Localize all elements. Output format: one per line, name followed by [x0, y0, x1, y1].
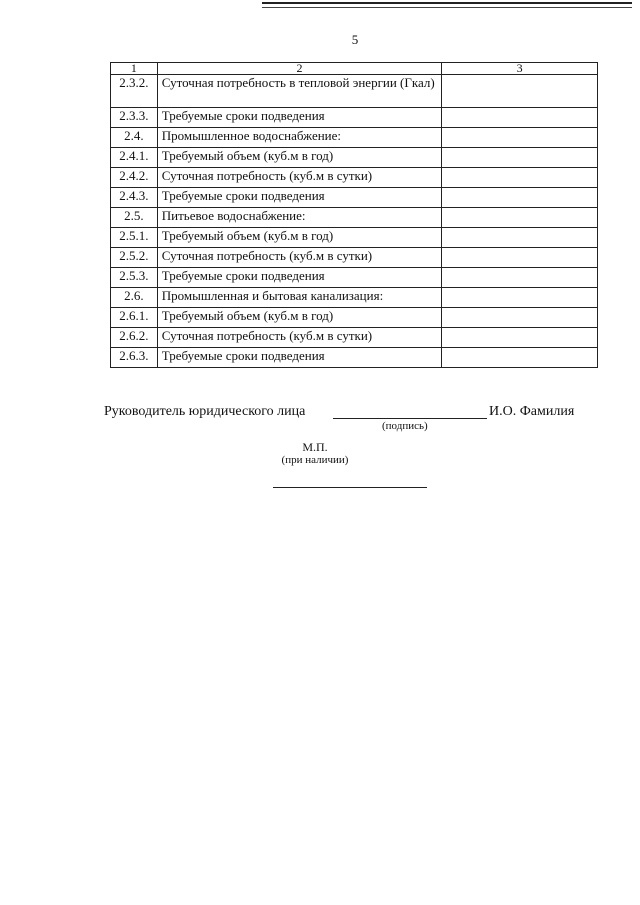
- row-number: 2.5.: [111, 208, 158, 228]
- signature-caption: (подпись): [382, 420, 428, 432]
- table-row: [111, 168, 598, 188]
- row-value-cell: [442, 108, 598, 128]
- row-number: 2.4.: [111, 128, 158, 148]
- table-row: [111, 248, 598, 268]
- top-rule-thin: [262, 7, 632, 8]
- row-value-cell: [442, 128, 598, 148]
- table-row: [111, 308, 598, 328]
- row-value-cell: [442, 148, 598, 168]
- row-number: 2.3.3.: [111, 108, 158, 128]
- signature-name: И.О. Фамилия: [489, 404, 575, 419]
- row-text: Суточная потребность в тепловой энергии (Гкал): [157, 75, 442, 108]
- row-number: 2.6.1.: [111, 308, 158, 328]
- row-number: 2.6.2.: [111, 328, 158, 348]
- bottom-rule: [273, 487, 427, 488]
- row-text: Суточная потребность (куб.м в сутки): [157, 328, 442, 348]
- table-row: [111, 228, 598, 248]
- table-row: [111, 288, 598, 308]
- stamp-label: М.П.: [302, 440, 328, 454]
- signature-blank: [333, 418, 487, 419]
- row-text: Питьевое водоснабжение:: [157, 208, 442, 228]
- row-value-cell: [442, 268, 598, 288]
- page-number: 5: [351, 32, 359, 47]
- column-header: 1: [111, 63, 158, 75]
- table-row: [111, 108, 598, 128]
- row-value-cell: [442, 208, 598, 228]
- row-value-cell: [442, 288, 598, 308]
- stamp-note: (при наличии): [281, 454, 349, 467]
- row-number: 2.5.3.: [111, 268, 158, 288]
- row-number: 2.4.2.: [111, 168, 158, 188]
- column-header: 3: [442, 63, 598, 75]
- row-text: Требуемые сроки подведения: [157, 348, 442, 368]
- table-row: [111, 208, 598, 228]
- requirements-table: [110, 62, 598, 368]
- row-number: 2.4.3.: [111, 188, 158, 208]
- row-text: Суточная потребность (куб.м в сутки): [157, 248, 442, 268]
- row-value-cell: [442, 308, 598, 328]
- row-text: Требуемый объем (куб.м в год): [157, 228, 442, 248]
- signature-label: Руководитель юридического лица: [104, 404, 306, 419]
- row-text: Требуемые сроки подведения: [157, 108, 442, 128]
- row-value-cell: [442, 75, 598, 108]
- row-value-cell: [442, 168, 598, 188]
- row-number: 2.6.3.: [111, 348, 158, 368]
- top-rule: [262, 2, 632, 4]
- stamp-block: [270, 440, 360, 468]
- row-value-cell: [442, 228, 598, 248]
- row-number: 2.5.1.: [111, 228, 158, 248]
- row-text: Промышленная и бытовая канализация:: [157, 288, 442, 308]
- row-text: Требуемые сроки подведения: [157, 188, 442, 208]
- row-value-cell: [442, 188, 598, 208]
- row-number: 2.3.2.: [111, 75, 158, 108]
- table-row: [111, 128, 598, 148]
- table-header-row: [111, 63, 598, 75]
- row-value-cell: [442, 348, 598, 368]
- column-header: 2: [157, 63, 442, 75]
- row-value-cell: [442, 328, 598, 348]
- table-row: [111, 188, 598, 208]
- row-number: 2.4.1.: [111, 148, 158, 168]
- row-text: Промышленное водоснабжение:: [157, 128, 442, 148]
- table-row: [111, 75, 598, 108]
- table-row: [111, 348, 598, 368]
- row-value-cell: [442, 248, 598, 268]
- row-text: Суточная потребность (куб.м в сутки): [157, 168, 442, 188]
- row-number: 2.6.: [111, 288, 158, 308]
- row-text: Требуемый объем (куб.м в год): [157, 308, 442, 328]
- row-text: Требуемые сроки подведения: [157, 268, 442, 288]
- table-row: [111, 148, 598, 168]
- table-row: [111, 328, 598, 348]
- table-row: [111, 268, 598, 288]
- row-number: 2.5.2.: [111, 248, 158, 268]
- row-text: Требуемый объем (куб.м в год): [157, 148, 442, 168]
